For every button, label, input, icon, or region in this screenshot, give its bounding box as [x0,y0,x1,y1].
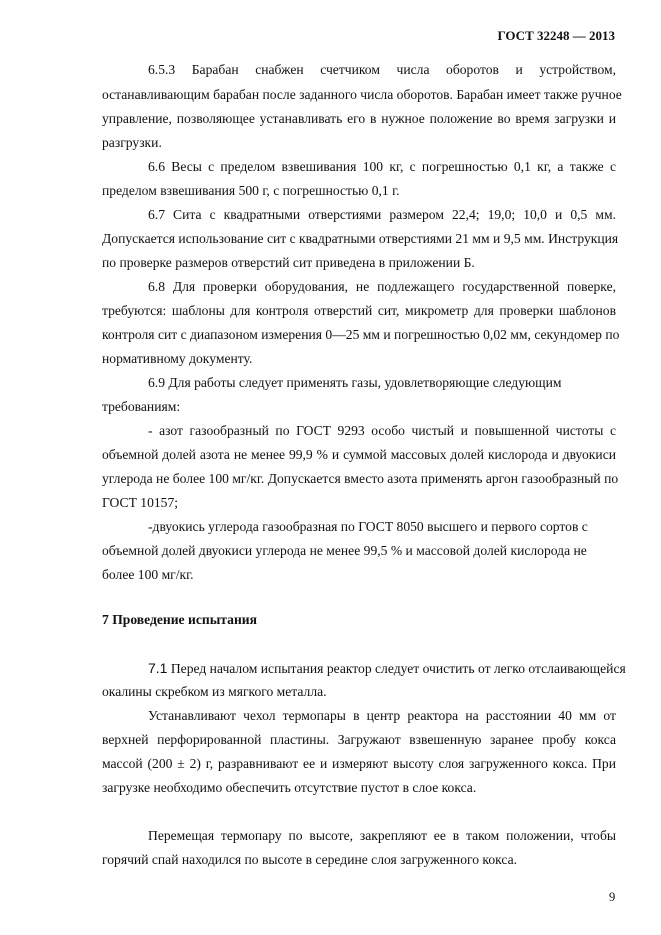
clause-number: 7.1 [148,660,168,676]
text-line: верхней перфорированной пластины. Загружают взвешенную заранее пробу кокса [102,732,616,747]
text-line: 6.9 Для работы следует применять газы, удовлетворяющие следующим [148,375,562,390]
text-line: объемной долей азота не менее 99,9 % и суммой массовых долей кислорода и двуокиси [102,447,616,462]
text-line: пределом взвешивания 500 г, с погрешностью 0,1 г. [102,183,400,198]
text-line: ГОСТ 10157; [102,495,179,510]
document-header: ГОСТ 32248 — 2013 [497,28,615,43]
text-line: контроля сит с диапазоном измерения 0—25 мм и погрешностью 0,02 мм, секундомер по [102,327,620,342]
text-line: по проверке размеров отверстий сит приведена в приложении Б. [102,255,475,270]
text-line: Устанавливают чехол термопары в центр реактора на расстоянии 40 мм от [148,708,616,723]
text-line: более 100 мг/кг. [102,567,194,582]
text-line: Перемещая термопару по высоте, закрепляют ее в таком положении, чтобы [148,828,616,843]
text-line [148,660,626,677]
page-number: 9 [609,890,616,904]
text-line: горячий спай находился по высоте в середине слоя загруженного кокса. [102,852,518,867]
clause-text: Перед началом испытания реактор следует очистить от легко отслаивающейся [167,661,626,676]
text-line: разгрузки. [102,135,162,150]
text-line: окалины скребком из мягкого металла. [102,684,327,699]
text-line: -двуокись углерода газообразная по ГОСТ 8050 высшего и первого сортов с [148,519,588,534]
text-line: загрузке необходимо обеспечить отсутствие пустот в слое кокса. [102,780,477,795]
text-line: требуются: шаблоны для контроля отверстий сит, микрометр для проверки шаблонов [102,303,616,318]
section-heading: 7 Проведение испытания [102,612,257,627]
text-line: останавливающим барабан после заданного числа оборотов. Барабан имеет также ручное [102,87,622,102]
text-line: 6.6 Весы с пределом взвешивания 100 кг, с погрешностью 0,1 кг, а также с [148,159,616,174]
text-line: требованиям: [102,399,181,414]
text-line: Допускается использование сит с квадратными отверстиями 21 мм и 9,5 мм. Инструкция [102,231,619,246]
text-line: объемной долей двуокиси углерода не менее 99,5 % и массовой долей кислорода не [102,543,587,558]
text-line: 6.7 Сита с квадратными отверстиями размером 22,4; 19,0; 10,0 и 0,5 мм. [148,207,616,222]
text-line: 6.5.3 Барабан снабжен счетчиком числа оборотов и устройством, [148,62,616,77]
text-line: массой (200 ± 2) г, разравнивают ее и измеряют высоту слоя загруженного кокса. При [102,756,616,771]
text-line: управление, позволяющее устанавливать его в нужное положение во время загрузки и [102,111,616,126]
text-line: углерода не более 100 мг/кг. Допускается вместо азота применять аргон газообразный по [102,471,619,486]
text-line: нормативному документу. [102,351,253,366]
text-line: - азот газообразный по ГОСТ 9293 особо чистый и повышенной чистоты с [148,423,616,438]
text-line: 6.8 Для проверки оборудования, не подлежащего государственной поверке, [148,279,616,294]
